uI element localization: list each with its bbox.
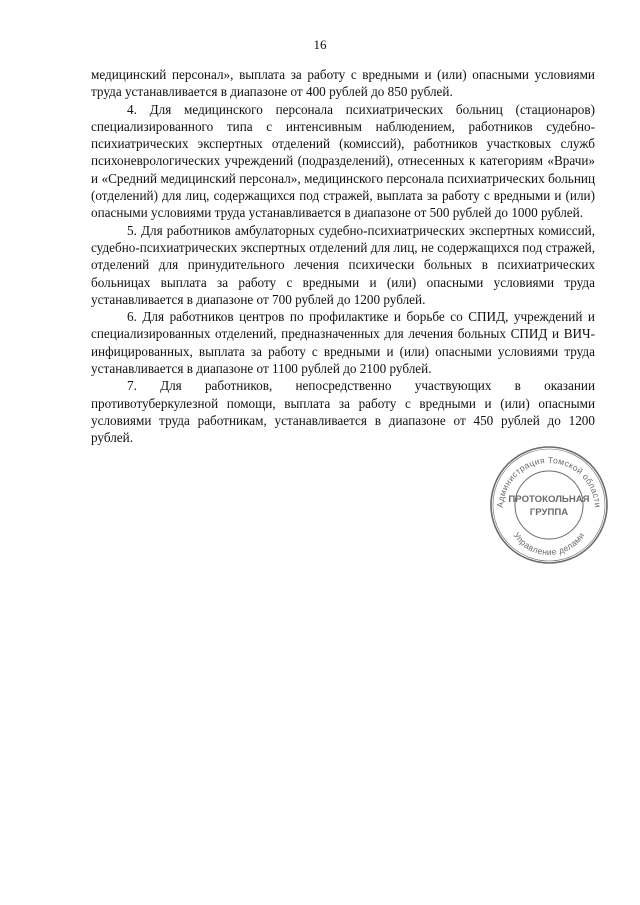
paragraph-continuation: медицинский персонал», выплата за работу с вредными и (или) опасными условиями труда устанавливается в диапазоне от 400 рублей до 850 рублей.: [91, 67, 595, 100]
stamp-outer-bottom-text: Управление делами: [511, 530, 587, 558]
stamp-outer-ring-thin: [493, 449, 605, 561]
page-number: 16: [313, 37, 327, 52]
stamp-outer-top-text: Администрация Томской области: [494, 454, 604, 509]
paragraph-item-5: 5. Для работников амбулаторных судебно-психиатрических экспертных комиссий, судебно-психиатрических экспертных отделений для лиц, не содержащихся под стражей, отделений для принудительного лечения психически больных в психиатрических больницах выплата за работу с вредными и (или) опасными условиями труда устанавливается в диапазоне от 700 рублей до 1200 рублей.: [91, 222, 595, 307]
stamp-inner-ring: [515, 471, 583, 539]
stamp-seal: [487, 443, 611, 567]
paragraph-item-7: 7. Для работников, непосредственно участвующих в оказании противотуберкулезной помощи, выплата за работу с вредными и (или) опасными условиями труда работникам, устанавливается в диапазоне от 450 рублей до 1200 рублей.: [91, 378, 595, 446]
paragraph-item-4: 4. Для медицинского персонала психиатрических больниц (стационаров) специализированного типа с интенсивным наблюдением, работников судебно-психиатрических экспертных отделений (комиссий), работников участковых служб психоневрологических учреждений (подразделений), отнесенных к категориям «Врачи» и «Средний медицинский персонал», медицинского персонала психиатрических больниц (отделений) для лиц, содержащихся под стражей, выплата за работу с вредными и (или) опасными условиями труда устанавливается в диапазоне от 500 рублей до 1000 рублей.: [91, 101, 595, 221]
stamp-center-line1: ПРОТОКОЛЬНАЯ: [508, 494, 590, 505]
stamp-center-line2: ГРУППА: [529, 507, 569, 518]
paragraph-item-6: 6. Для работников центров по профилактике и борьбе со СПИД, учреждений и специализированных отделений, предназначенных для лечения больных СПИД и ВИЧ-инфицированных, выплата за работу с вредными и (или) опасными условиями труда устанавливается в диапазоне от 1100 рублей до 2100 рублей.: [91, 309, 595, 377]
document-body: [91, 66, 595, 447]
official-stamp: [487, 443, 611, 567]
